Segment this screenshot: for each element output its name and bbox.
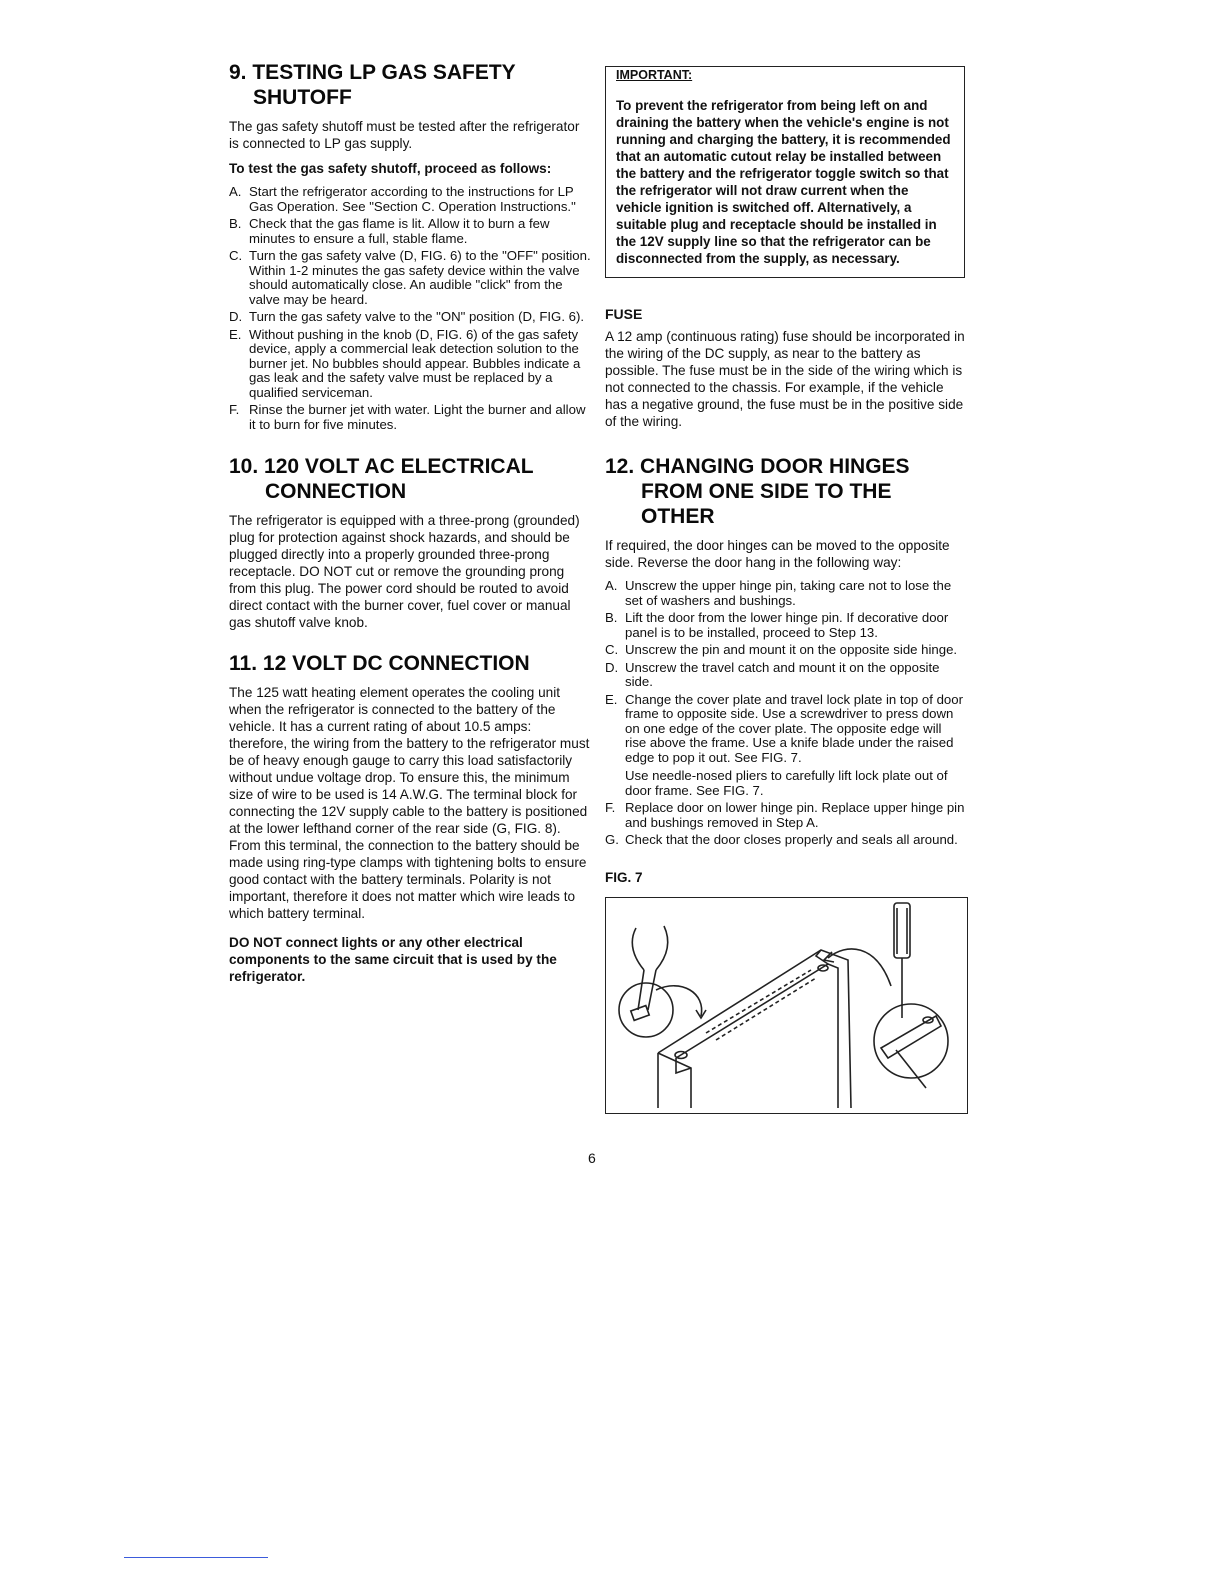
section-title: CHANGING DOOR HINGES <box>640 455 910 478</box>
step-text: Rinse the burner jet with water. Light the burner and allow it to burn for five minutes. <box>249 402 586 432</box>
section-9-heading <box>229 60 591 110</box>
step-g <box>605 833 965 848</box>
step-letter: C. <box>229 248 243 263</box>
step-text: Unscrew the upper hinge pin, taking care not to lose the set of washers and bushings. <box>625 578 952 608</box>
section-12-heading <box>605 454 965 529</box>
important-text: To prevent the refrigerator from being left on and draining the battery when the vehicle's engine is not running and charging the battery, it is recommended that an automatic cutout relay be installed between the battery and the refrigerator toggle switch so that the refrigerator will not draw current when the vehicle ignition is switched off. Alternatively, a suitable plug and receptacle should be installed in the 12V supply line so that the refrigerator can be disconnected from the supply, as necessary. <box>616 98 951 266</box>
step-c <box>605 643 965 658</box>
section-11-warning: DO NOT connect lights or any other electrical components to the same circuit that is used by the refrigerator. <box>229 935 557 984</box>
step-f <box>605 801 965 830</box>
step-text: Turn the gas safety valve (D, FIG. 6) to the "OFF" position. Within 1-2 minutes the gas safety device within the valve should automatically close. An audible "click" from the valve may be heard. <box>249 248 591 307</box>
step-letter: G. <box>605 832 619 847</box>
fuse-heading: FUSE <box>605 306 643 322</box>
section-12-steps <box>605 579 965 848</box>
page-number: 6 <box>588 1150 596 1166</box>
section-10-body: The refrigerator is equipped with a three-prong (grounded) plug for protection against shock hazards, and should be plugged directly into a properly grounded three-prong receptacle. DO NOT cut or remove the grounding prong from this plug. The power cord should be routed to avoid direct contact with the burner cover, fuel cover or manual gas shutoff valve knob. <box>229 513 580 630</box>
step-e <box>229 328 591 401</box>
section-title-cont: CONNECTION <box>265 480 407 503</box>
section-title-cont: SHUTOFF <box>253 86 352 109</box>
section-9 <box>229 60 591 432</box>
step-letter: F. <box>605 800 616 815</box>
hinge-illustration <box>606 898 967 1113</box>
important-box <box>605 66 965 278</box>
step-letter: A. <box>605 578 618 593</box>
step-a <box>229 185 591 214</box>
step-text: Check that the gas flame is lit. Allow it to burn a few minutes to ensure a full, stable flame. <box>249 216 550 246</box>
pliers-icon <box>619 926 706 1037</box>
section-9-lead: To test the gas safety shutoff, proceed as follows: <box>229 161 552 176</box>
step-text-cont: Use needle-nosed pliers to carefully lift lock plate out of door frame. See FIG. 7. <box>625 768 948 798</box>
left-column <box>229 60 591 993</box>
step-e <box>605 693 965 799</box>
section-12-intro: If required, the door hinges can be moved to the opposite side. Reverse the door hang in the following way: <box>605 538 950 570</box>
step-text: Unscrew the travel catch and mount it on the opposite side. <box>625 659 940 689</box>
step-letter: C. <box>605 642 619 657</box>
section-11 <box>229 651 591 985</box>
step-letter: A. <box>229 184 242 199</box>
section-number: 9. <box>229 61 247 84</box>
important-label: IMPORTANT: <box>616 68 693 82</box>
step-b <box>229 217 591 246</box>
step-c <box>229 249 591 307</box>
door-frame <box>658 950 851 1108</box>
step-f <box>229 403 591 432</box>
section-9-intro: The gas safety shutoff must be tested after the refrigerator is connected to LP gas supply. <box>229 119 580 151</box>
section-title: 12 VOLT DC CONNECTION <box>262 652 530 675</box>
step-letter: F. <box>229 402 240 417</box>
step-letter: E. <box>605 691 618 707</box>
step-letter: D. <box>229 309 243 324</box>
fuse-section <box>605 306 965 430</box>
step-text: Check that the door closes properly and seals all around. <box>625 832 958 847</box>
fuse-body: A 12 amp (continuous rating) fuse should be incorporated in the wiring of the DC supply, as near to the battery as possible. The fuse must be in the side of the wiring which is not connected to the chassis. For example, if the vehicle has a negative ground, the fuse must be in the positive side of the wiring. <box>605 329 965 429</box>
step-a <box>605 579 965 608</box>
section-number: 10. <box>229 455 259 478</box>
step-letter: D. <box>605 659 619 675</box>
step-letter: B. <box>229 216 242 231</box>
step-text: Turn the gas safety valve to the "ON" position (D, FIG. 6). <box>249 309 585 324</box>
step-text: Start the refrigerator according to the instructions for LP Gas Operation. See "Section C. Operation Instructions." <box>249 184 576 214</box>
footer-rule <box>124 1557 268 1558</box>
section-12 <box>605 454 965 1114</box>
step-letter: E. <box>229 326 242 342</box>
step-text: Replace door on lower hinge pin. Replace upper hinge pin and bushings removed in Step A. <box>625 800 965 830</box>
step-d <box>229 310 591 325</box>
figure-label: FIG. 7 <box>605 869 643 885</box>
section-number: 12. <box>605 455 635 478</box>
step-text: Change the cover plate and travel lock plate in top of door frame to opposite side. Use a screwdriver to press down on one edge of the cover plate. The opposite edge will rise above the frame. Use a knife blade under the raised edge to pop it out. See FIG. 7. <box>625 691 963 765</box>
section-11-heading <box>229 651 591 676</box>
step-text: Without pushing in the knob (D, FIG. 6) of the gas safety device, apply a commercial leak detection solution to the burner jet. No bubbles should appear. Bubbles indicate a gas leak and the safety valve must be replaced by a qualified serviceman. <box>249 326 581 400</box>
step-b <box>605 611 965 640</box>
section-10-heading <box>229 454 591 504</box>
section-title: TESTING LP GAS SAFETY <box>252 61 516 84</box>
section-9-steps <box>229 185 591 432</box>
step-text: Unscrew the pin and mount it on the opposite side hinge. <box>625 642 958 657</box>
step-letter: B. <box>605 610 618 625</box>
section-10 <box>229 454 591 631</box>
section-title-cont: FROM ONE SIDE TO THE OTHER <box>641 480 892 528</box>
step-d <box>605 661 965 690</box>
screwdriver-icon <box>824 903 948 1088</box>
section-title: 120 VOLT AC ELECTRICAL <box>264 455 534 478</box>
step-text: Lift the door from the lower hinge pin. If decorative door panel is to be installed, proceed to Step 13. <box>625 610 949 640</box>
right-column <box>605 66 965 1114</box>
section-number: 11. <box>229 652 258 675</box>
section-11-body: The 125 watt heating element operates the cooling unit when the refrigerator is connected to the battery of the vehicle. It has a current rating of about 10.5 amps: therefore, the wiring from the battery to the refrigerator must be of heavy enough gauge to carry this load satisfactorily without undue voltage drop. To ensure this, the minimum size of wire to be used is 14 A.W.G. The terminal block for connecting the 12V supply cable to the battery is positioned at the lower lefthand corner of the rear side (G, FIG. 8). From this terminal, the connection to the battery should be made using ring-type clamps with tightening bolts to ensure good contact with the battery terminals. Polarity is not important, therefore it does not matter which wire leads to which battery terminal. <box>229 685 590 921</box>
figure-7 <box>605 897 968 1114</box>
